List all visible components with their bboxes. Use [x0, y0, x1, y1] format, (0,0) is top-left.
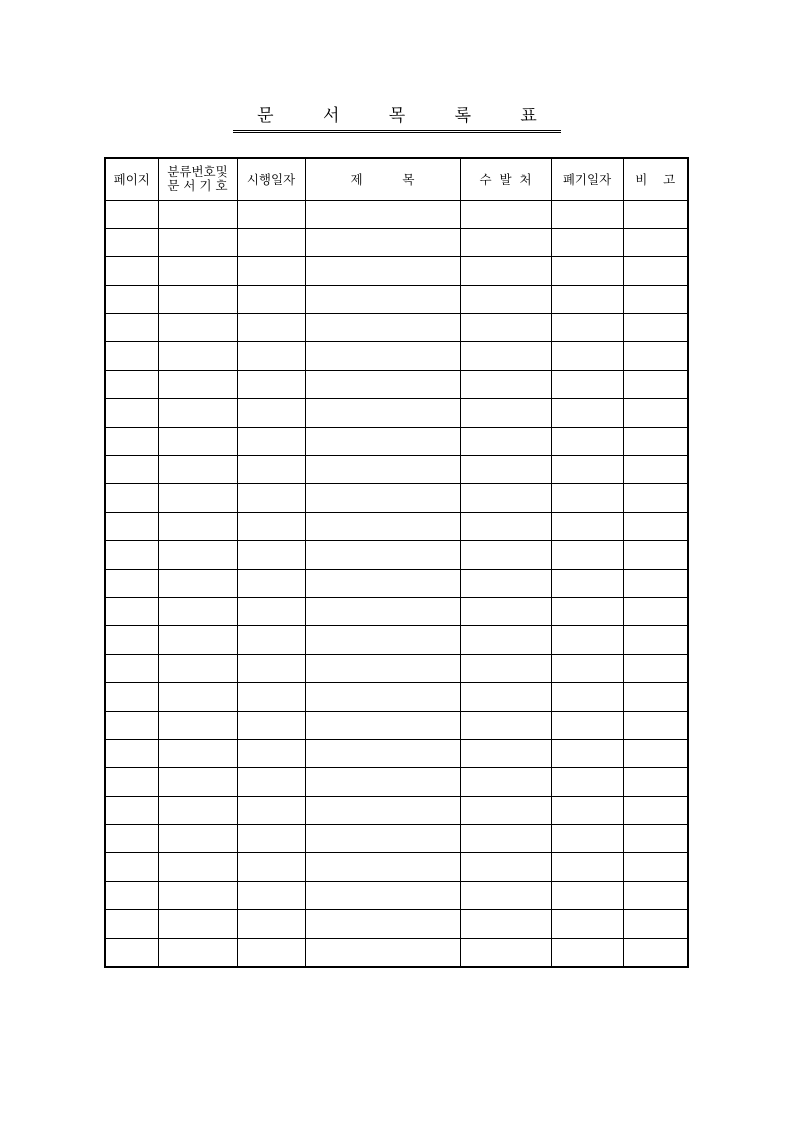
table-row: [105, 796, 688, 824]
cell-disposal-date: [551, 597, 623, 625]
table-row: [105, 910, 688, 938]
cell-page: [105, 683, 158, 711]
cell-remarks: [623, 597, 688, 625]
cell-classification: [158, 910, 237, 938]
cell-date: [237, 796, 305, 824]
table-row: [105, 285, 688, 313]
cell-disposal-date: [551, 853, 623, 881]
cell-subject: [305, 768, 460, 796]
table-row: [105, 597, 688, 625]
cell-remarks: [623, 541, 688, 569]
cell-classification: [158, 796, 237, 824]
cell-subject: [305, 484, 460, 512]
cell-page: [105, 853, 158, 881]
table-body: [105, 200, 688, 967]
cell-sender: [460, 569, 551, 597]
table-header: [105, 158, 688, 200]
cell-subject: [305, 683, 460, 711]
table-row: [105, 654, 688, 682]
table-row: [105, 314, 688, 342]
cell-remarks: [623, 200, 688, 228]
table-row: [105, 541, 688, 569]
table-row: [105, 825, 688, 853]
cell-disposal-date: [551, 512, 623, 540]
cell-subject: [305, 853, 460, 881]
cell-date: [237, 512, 305, 540]
table-row: [105, 938, 688, 966]
cell-subject: [305, 626, 460, 654]
cell-classification: [158, 853, 237, 881]
cell-page: [105, 427, 158, 455]
cell-remarks: [623, 796, 688, 824]
cell-subject: [305, 654, 460, 682]
cell-subject: [305, 370, 460, 398]
cell-classification: [158, 768, 237, 796]
cell-page: [105, 370, 158, 398]
cell-sender: [460, 853, 551, 881]
header-classification: [158, 158, 237, 200]
header-classification-line1: 분류번호및: [167, 164, 228, 180]
cell-date: [237, 654, 305, 682]
cell-sender: [460, 456, 551, 484]
cell-remarks: [623, 654, 688, 682]
cell-sender: [460, 739, 551, 767]
cell-remarks: [623, 285, 688, 313]
header-sender: 수 발 처: [460, 158, 551, 200]
cell-sender: [460, 484, 551, 512]
cell-classification: [158, 257, 237, 285]
cell-disposal-date: [551, 314, 623, 342]
cell-subject: [305, 541, 460, 569]
cell-page: [105, 910, 158, 938]
cell-subject: [305, 711, 460, 739]
cell-classification: [158, 512, 237, 540]
cell-classification: [158, 285, 237, 313]
cell-remarks: [623, 484, 688, 512]
cell-remarks: [623, 456, 688, 484]
cell-date: [237, 314, 305, 342]
cell-remarks: [623, 881, 688, 909]
cell-classification: [158, 938, 237, 966]
cell-sender: [460, 910, 551, 938]
cell-date: [237, 938, 305, 966]
cell-subject: [305, 825, 460, 853]
cell-date: [237, 200, 305, 228]
cell-date: [237, 711, 305, 739]
cell-subject: [305, 257, 460, 285]
header-date: 시행일자: [237, 158, 305, 200]
cell-disposal-date: [551, 881, 623, 909]
cell-date: [237, 456, 305, 484]
document-list-table: [104, 157, 689, 968]
table-row: [105, 257, 688, 285]
cell-remarks: [623, 427, 688, 455]
cell-date: [237, 285, 305, 313]
cell-date: [237, 739, 305, 767]
cell-classification: [158, 739, 237, 767]
cell-sender: [460, 768, 551, 796]
cell-page: [105, 257, 158, 285]
table-row: [105, 399, 688, 427]
cell-disposal-date: [551, 427, 623, 455]
document-title: [0, 104, 794, 133]
cell-subject: [305, 427, 460, 455]
cell-sender: [460, 285, 551, 313]
cell-sender: [460, 541, 551, 569]
cell-date: [237, 484, 305, 512]
cell-remarks: [623, 626, 688, 654]
cell-date: [237, 342, 305, 370]
table-row: [105, 683, 688, 711]
table-row: [105, 456, 688, 484]
cell-sender: [460, 825, 551, 853]
cell-remarks: [623, 683, 688, 711]
cell-date: [237, 853, 305, 881]
cell-page: [105, 200, 158, 228]
cell-subject: [305, 881, 460, 909]
cell-disposal-date: [551, 825, 623, 853]
cell-page: [105, 541, 158, 569]
cell-page: [105, 626, 158, 654]
cell-date: [237, 370, 305, 398]
cell-classification: [158, 314, 237, 342]
cell-page: [105, 938, 158, 966]
cell-classification: [158, 626, 237, 654]
cell-sender: [460, 228, 551, 256]
table-row: [105, 626, 688, 654]
cell-remarks: [623, 768, 688, 796]
cell-sender: [460, 597, 551, 625]
cell-remarks: [623, 711, 688, 739]
document-title-text: 문 서 목 록 표: [233, 104, 561, 133]
cell-remarks: [623, 399, 688, 427]
cell-disposal-date: [551, 910, 623, 938]
cell-subject: [305, 314, 460, 342]
cell-classification: [158, 456, 237, 484]
cell-subject: [305, 456, 460, 484]
cell-date: [237, 399, 305, 427]
cell-remarks: [623, 938, 688, 966]
cell-page: [105, 654, 158, 682]
cell-classification: [158, 484, 237, 512]
table-row: [105, 569, 688, 597]
table-row: [105, 853, 688, 881]
cell-disposal-date: [551, 711, 623, 739]
cell-date: [237, 683, 305, 711]
table-row: [105, 711, 688, 739]
cell-remarks: [623, 569, 688, 597]
table-row: [105, 739, 688, 767]
cell-classification: [158, 569, 237, 597]
cell-subject: [305, 512, 460, 540]
cell-page: [105, 314, 158, 342]
cell-remarks: [623, 910, 688, 938]
table-row: [105, 512, 688, 540]
cell-disposal-date: [551, 626, 623, 654]
cell-classification: [158, 597, 237, 625]
cell-sender: [460, 938, 551, 966]
cell-disposal-date: [551, 484, 623, 512]
cell-disposal-date: [551, 768, 623, 796]
cell-page: [105, 228, 158, 256]
cell-disposal-date: [551, 285, 623, 313]
cell-sender: [460, 427, 551, 455]
cell-sender: [460, 796, 551, 824]
cell-subject: [305, 399, 460, 427]
table-row: [105, 768, 688, 796]
cell-classification: [158, 342, 237, 370]
cell-classification: [158, 399, 237, 427]
cell-classification: [158, 881, 237, 909]
cell-disposal-date: [551, 938, 623, 966]
cell-subject: [305, 739, 460, 767]
table-row: [105, 370, 688, 398]
cell-date: [237, 257, 305, 285]
table-row: [105, 342, 688, 370]
cell-sender: [460, 342, 551, 370]
cell-page: [105, 768, 158, 796]
cell-subject: [305, 342, 460, 370]
header-remarks: 비 고: [623, 158, 688, 200]
cell-classification: [158, 654, 237, 682]
cell-classification: [158, 228, 237, 256]
cell-sender: [460, 881, 551, 909]
cell-subject: [305, 200, 460, 228]
cell-date: [237, 427, 305, 455]
cell-remarks: [623, 228, 688, 256]
cell-remarks: [623, 370, 688, 398]
cell-date: [237, 768, 305, 796]
cell-subject: [305, 285, 460, 313]
cell-date: [237, 881, 305, 909]
cell-page: [105, 796, 158, 824]
cell-page: [105, 285, 158, 313]
cell-classification: [158, 711, 237, 739]
cell-classification: [158, 683, 237, 711]
cell-date: [237, 228, 305, 256]
cell-subject: [305, 796, 460, 824]
cell-disposal-date: [551, 456, 623, 484]
cell-disposal-date: [551, 569, 623, 597]
cell-disposal-date: [551, 200, 623, 228]
table-row: [105, 484, 688, 512]
table-row: [105, 881, 688, 909]
cell-classification: [158, 541, 237, 569]
header-page: 페이지: [105, 158, 158, 200]
cell-sender: [460, 711, 551, 739]
table-row: [105, 228, 688, 256]
cell-classification: [158, 825, 237, 853]
cell-subject: [305, 569, 460, 597]
cell-sender: [460, 314, 551, 342]
cell-page: [105, 881, 158, 909]
cell-page: [105, 342, 158, 370]
table-row: [105, 427, 688, 455]
cell-subject: [305, 910, 460, 938]
header-subject: 제 목: [305, 158, 460, 200]
cell-remarks: [623, 342, 688, 370]
table-row: [105, 200, 688, 228]
cell-page: [105, 512, 158, 540]
cell-sender: [460, 370, 551, 398]
cell-sender: [460, 654, 551, 682]
cell-classification: [158, 427, 237, 455]
cell-date: [237, 910, 305, 938]
cell-disposal-date: [551, 739, 623, 767]
cell-remarks: [623, 512, 688, 540]
cell-remarks: [623, 314, 688, 342]
cell-sender: [460, 626, 551, 654]
cell-subject: [305, 938, 460, 966]
cell-page: [105, 825, 158, 853]
cell-date: [237, 825, 305, 853]
cell-page: [105, 597, 158, 625]
cell-disposal-date: [551, 399, 623, 427]
cell-sender: [460, 257, 551, 285]
header-row: [105, 158, 688, 200]
cell-sender: [460, 512, 551, 540]
cell-subject: [305, 597, 460, 625]
cell-classification: [158, 200, 237, 228]
cell-disposal-date: [551, 541, 623, 569]
cell-page: [105, 399, 158, 427]
header-disposal-date: 폐기일자: [551, 158, 623, 200]
cell-remarks: [623, 739, 688, 767]
cell-sender: [460, 399, 551, 427]
cell-classification: [158, 370, 237, 398]
cell-remarks: [623, 257, 688, 285]
cell-sender: [460, 200, 551, 228]
cell-disposal-date: [551, 683, 623, 711]
cell-subject: [305, 228, 460, 256]
cell-date: [237, 541, 305, 569]
cell-page: [105, 456, 158, 484]
cell-disposal-date: [551, 228, 623, 256]
cell-disposal-date: [551, 342, 623, 370]
cell-page: [105, 739, 158, 767]
cell-disposal-date: [551, 257, 623, 285]
cell-remarks: [623, 853, 688, 881]
cell-sender: [460, 683, 551, 711]
cell-page: [105, 484, 158, 512]
header-classification-line2: 문 서 기 호: [167, 178, 228, 194]
cell-date: [237, 597, 305, 625]
cell-page: [105, 569, 158, 597]
cell-disposal-date: [551, 654, 623, 682]
cell-disposal-date: [551, 370, 623, 398]
cell-date: [237, 626, 305, 654]
cell-disposal-date: [551, 796, 623, 824]
cell-date: [237, 569, 305, 597]
cell-remarks: [623, 825, 688, 853]
cell-page: [105, 711, 158, 739]
